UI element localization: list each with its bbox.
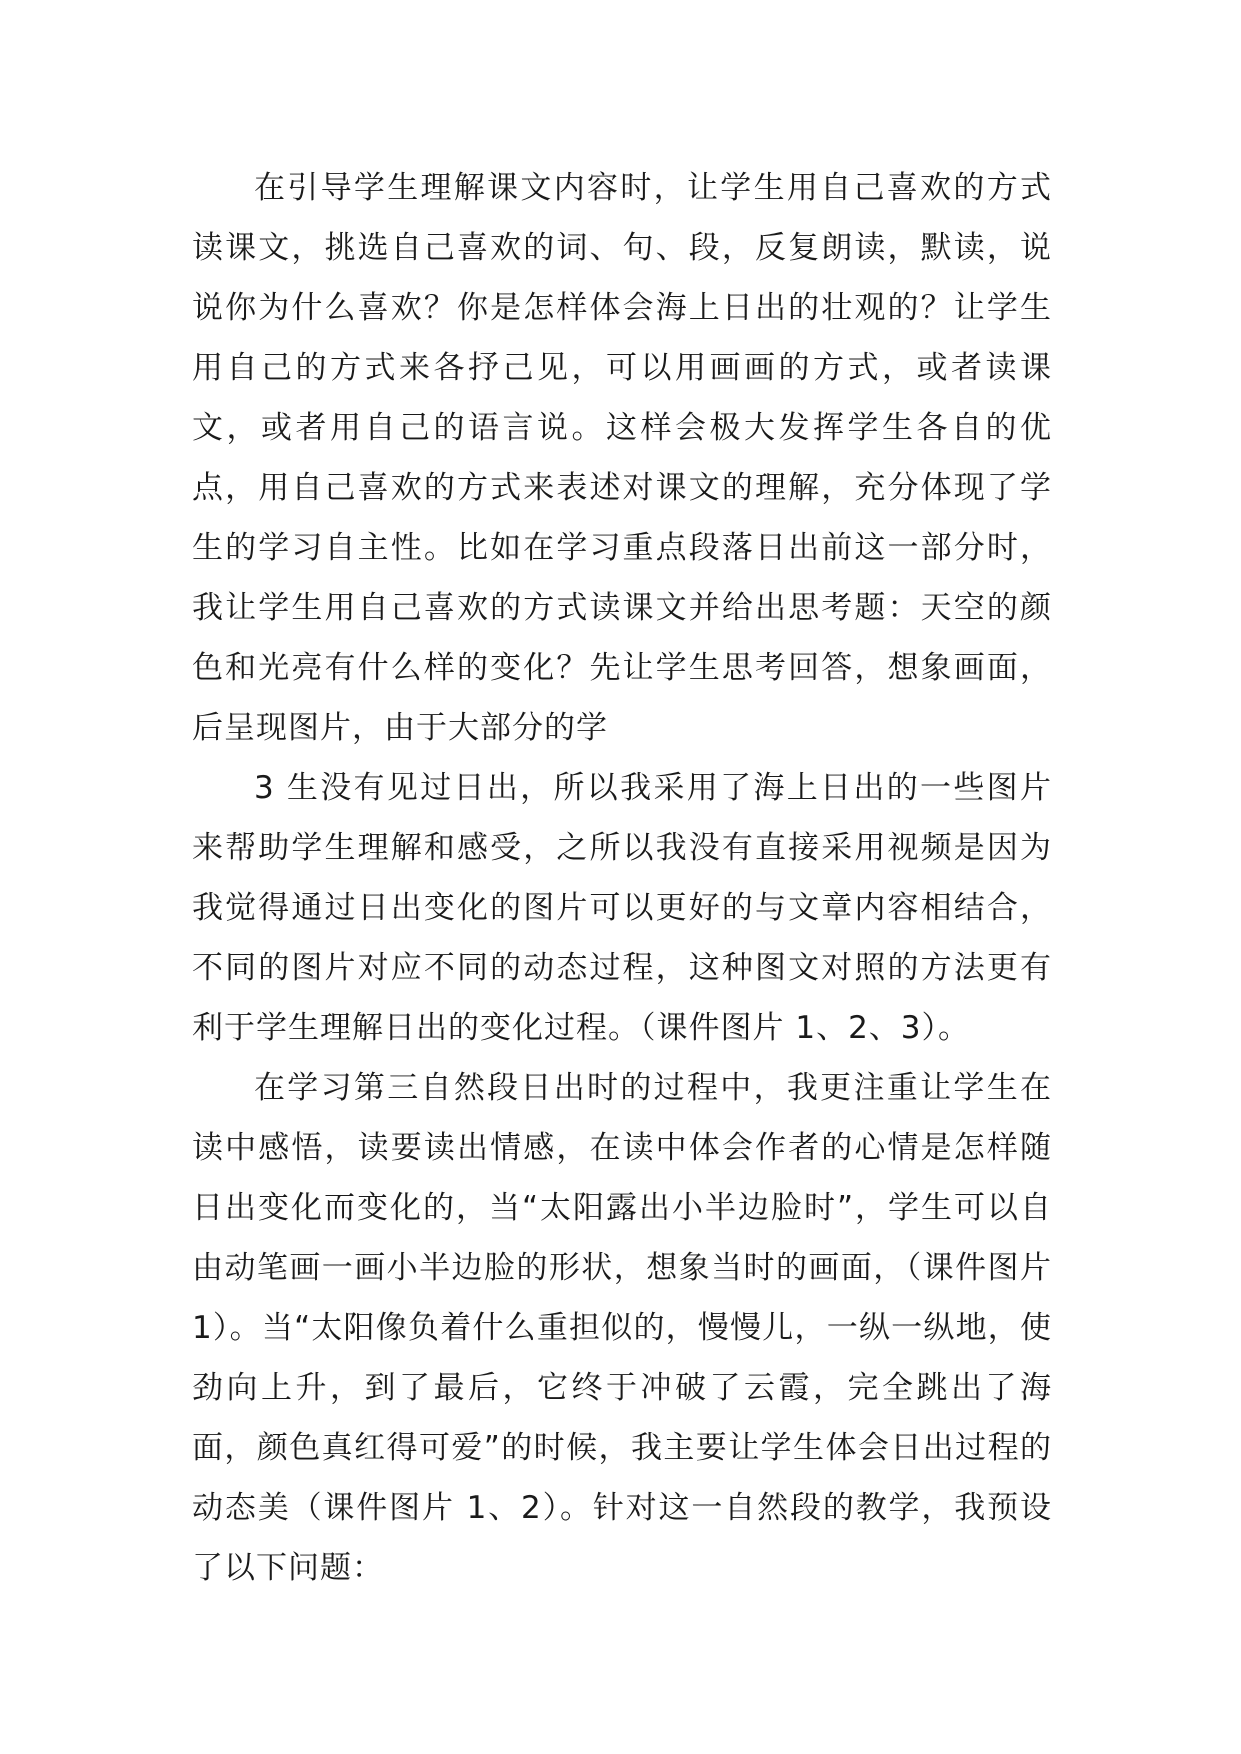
document-body	[192, 158, 1052, 1598]
paragraph-sunrise-pictures: 3 生没有见过日出，所以我采用了海上日出的一些图片来帮助学生理解和感受，之所以我没有直接采用视频是因为我觉得通过日出变化的图片可以更好的与文章内容相结合，不同的图片对应不同的动态过程，这种图文对照的方法更有利于学生理解日出的变化过程。（课件图片 1、2、3）。	[192, 770, 1052, 1046]
paragraph-reading-methods: 在引导学生理解课文内容时，让学生用自己喜欢的方式读课文，挑选自己喜欢的词、句、段，反复朗读，默读，说说你为什么喜欢？你是怎样体会海上日出的壮观的？让学生用自己的方式来各抒己见，可以用画画的方式，或者读课文，或者用自己的语言说。这样会极大发挥学生各自的优点，用自己喜欢的方式来表述对课文的理解，充分体现了学生的学习自主性。比如在学习重点段落日出前这一部分时，我让学生用自己喜欢的方式读课文并给出思考题：天空的颜色和光亮有什么样的变化？先让学生思考回答，想象画面，后呈现图片，由于大部分的学	[192, 170, 1052, 746]
paragraph-third-section-teaching: 在学习第三自然段日出时的过程中，我更注重让学生在读中感悟，读要读出情感，在读中体会作者的心情是怎样随日出变化而变化的，当“太阳露出小半边脸时”，学生可以自由动笔画一画小半边脸的形状，想象当时的画面，（课件图片 1）。当“太阳像负着什么重担似的，慢慢儿，一纵一纵地，使劲向上升，到了最后，它终于冲破了云霞，完全跳出了海面，颜色真红得可爱”的时候，我主要让学生体会日出过程的动态美（课件图片 1、2）。针对这一自然段的教学，我预设了以下问题：	[192, 1070, 1052, 1586]
